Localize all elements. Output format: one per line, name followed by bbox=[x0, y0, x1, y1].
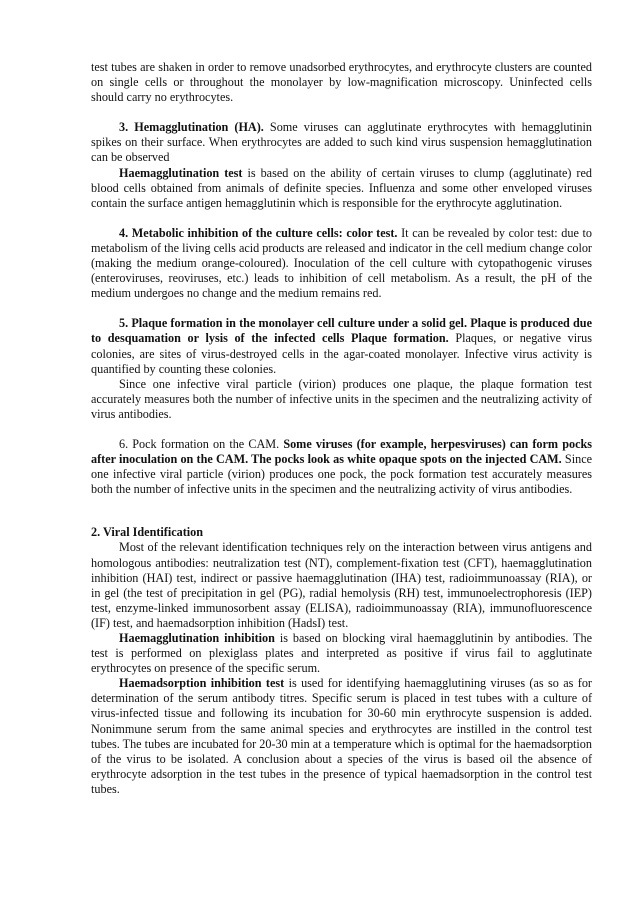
paragraph-identification-techniques: Most of the relevant identification techniques rely on the interaction between virus antigens and homologous antibodies: neutralization test (NT), complement-fixation test (CFT), haemagglutination inhibition (HAI) test, indirect or passive haemagglutination (IHA) test, radioimmunoassay (RIA), or in gel (the test of precipitation in gel (PG), radial hemolysis (RH) test, immunoelectrophoresis (IEP) test, enzyme-linked immunosorbent assay (ELISA), radioimmunoassay (RIA), immunofluorescence (IF) test, and haemadsorption inhibition (HadsI) test. bbox=[91, 540, 592, 630]
paragraph-pock-formation bbox=[91, 437, 592, 497]
section-text: is based on the ability of certain viruses to clump (agglutinate) red blood cells obtained from animals of definite species. Influenza and some other enveloped viruses contain the surface antigen hemagglutinin which is responsible for the erythrocyte agglutination. bbox=[91, 165, 592, 210]
section-heading-plaque: 5. Plaque formation in the monolayer cell culture under a solid gel. Plaque is produced due to desquamation or lysis of the infected cells Plaque formation. bbox=[91, 316, 592, 346]
term-hadsi: Haemadsorption inhibition test bbox=[119, 676, 285, 691]
section-heading-pock: 6. Pock formation on the CAM. bbox=[119, 436, 284, 451]
section-heading-viral-identification: 2. Viral Identification bbox=[91, 525, 204, 540]
spacer bbox=[91, 422, 592, 437]
section-heading-metabolic: 4. Metabolic inhibition of the culture cells: color test. bbox=[119, 225, 398, 240]
paragraph-metabolic-inhibition bbox=[91, 226, 592, 301]
pock-bold-text: Some viruses (for example, herpesviruses) can form pocks after inoculation on the CAM. The pocks look as white opaque spots on the injected CAM. bbox=[91, 436, 592, 467]
paragraph-ha-test bbox=[91, 166, 592, 211]
section-text: is used for identifying haemagglutining viruses (as so as for determination of the serum antibody titres. Specific serum is placed in test tubes with a culture of virus-infected tissue and following its incubation for 30-60 min erythrocyte suspension is added. Nonimmune serum from the same animal species and erythrocytes are instilled in the control test tubes. The tubes are incubated for 20-30 min at a temperature which is optimal for the haemadsorption of the virus to be isolated. A conclusion about a species of the virus is based oil the absence of erythrocyte adsorption in the test tubes in the presence of typical haemadsorption in the control test tubes. bbox=[91, 676, 592, 796]
section-text: Since one infective viral particle (virion) produces one pock, the pock formation test accurately measures both the number of infective units in the specimen and the neutralizing activity of virus antibodies. bbox=[91, 452, 593, 497]
spacer bbox=[91, 105, 592, 120]
paragraph-plaque-measure: Since one infective viral particle (virion) produces one plaque, the plaque formation test accurately measures both the number of infective units in the specimen and the neutralizing activity of virus antibodies. bbox=[91, 376, 592, 421]
paragraph-hadsi bbox=[91, 676, 592, 797]
spacer bbox=[91, 211, 592, 226]
paragraph-plaque-formation bbox=[91, 316, 592, 376]
paragraph-hai bbox=[91, 631, 592, 676]
paragraph-intro: test tubes are shaken in order to remove unadsorbed erythrocytes, and erythrocyte clusters are counted on single cells or throughout the monolayer by low-magnification microscopy. Uninfected cells should carry no erythrocytes. bbox=[91, 60, 592, 105]
spacer bbox=[91, 301, 592, 316]
term-ha-test: Haemagglutination test bbox=[119, 165, 243, 180]
section-text: Some viruses can agglutinate erythrocytes with hemagglutinin spikes on their surface. When erythrocytes are added to such kind virus suspension hemagglutination can be observed bbox=[91, 120, 592, 165]
spacer bbox=[91, 497, 592, 525]
section-text: is based on blocking viral haemagglutinin by antibodies. The test is performed on plexiglass plates and interpreted as positive if virus fail to agglutinate erythrocytes on presence of the specific serum. bbox=[91, 631, 593, 676]
section-heading-ha: 3. Hemagglutination (HA). bbox=[119, 120, 264, 135]
section-text: Plaques, or negative virus colonies, are sites of virus-destroyed cells in the agar-coated monolayer. Infective virus activity is quantified by counting these colonies. bbox=[91, 331, 592, 376]
section-text: It can be revealed by color test: due to metabolism of the living cells acid products are released and indicator in the cell medium change color (making the medium orange-coloured). Inoculation of the cell culture with cytopathogenic viruses (enteroviruses, reoviruses, etc.) leads to inhibition of cell metabolism. As a result, the pH of the medium undergoes no change and the medium remains red. bbox=[91, 225, 592, 301]
term-hai: Haemagglutination inhibition bbox=[119, 631, 275, 645]
paragraph-hemagglutination bbox=[91, 120, 592, 165]
